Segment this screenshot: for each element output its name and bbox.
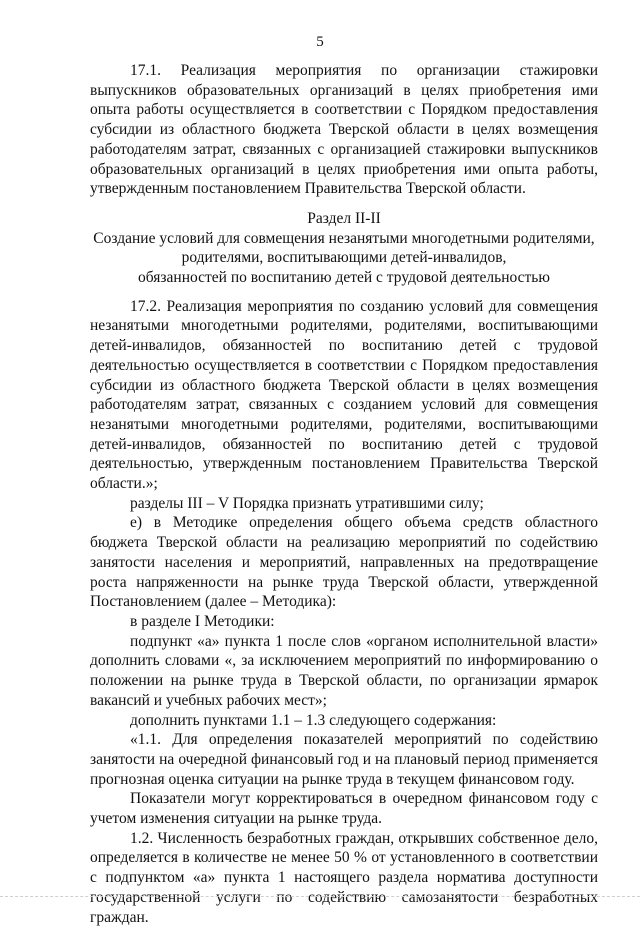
paragraph-1-2: 1.2. Численность безработных граждан, открывших собственное дело, определяется в количестве не менее 50 % от установленного в соответствии с подпунктом «а» пункта 1 настоящего раздела норматива доступности государственной услуги по содействию самозанятости безработных граждан. — [90, 829, 598, 926]
spacer — [90, 199, 598, 209]
paragraph-1-1: «1.1. Для определения показателей мероприятий по содействию занятости на очередной финансовый год и на плановый период применяется прогнозная оценка ситуации на рынке труда в текущем финансовом году. — [90, 731, 598, 788]
paragraph-17-1: 17.1. Реализация мероприятия по организации стажировки выпускников образовательных организаций в целях приобретения ими опыта работы осуществляется в соответствии с Порядком предоставления субсидии из областного бюджета Тверской области в целях возмещения работодателям затрат, связанных с организацией стажировки выпускников образовательных организаций в целях приобретения ими опыта работы, утвержденным постановлением Правительства Тверской области. — [90, 62, 598, 198]
section-title: Раздел II-II — [307, 209, 381, 227]
spacer — [90, 288, 598, 297]
page-number: 5 — [316, 34, 324, 50]
section-subtitle-line-3: обязанностей по воспитанию детей с трудовой деятельностью — [138, 269, 550, 287]
document-body — [90, 61, 598, 927]
section-subtitle-line-2: родителями, воспитывающими детей-инвалидов, — [181, 249, 507, 267]
paragraph-sections-repeal: разделы III – V Порядка признать утратившими силу; — [130, 494, 484, 512]
paragraph-methodology-section-1: в разделе I Методики: — [130, 612, 275, 630]
paragraph-add-points: дополнить пунктами 1.1 – 1.3 следующего содержания: — [130, 711, 497, 729]
section-subtitle-line-1: Создание условий для совмещения незанятыми многодетными родителями, — [93, 229, 595, 247]
paragraph-indicators: Показатели могут корректироваться в очередном финансовом году с учетом изменения ситуации на рынке труда. — [90, 790, 598, 828]
paragraph-subpoint-a: подпункт «а» пункта 1 после слов «органом исполнительной власти» дополнить словами «, за исключением мероприятий по информированию о положении на рынке труда в Тверской области, по организации ярмарок вакансий и учебных рабочих мест»; — [90, 632, 598, 709]
paragraph-methodology-e: е) в Методике определения общего объема средств областного бюджета Тверской области на реализацию мероприятий по содействию занятости населения и мероприятий, направленных на предотвращение роста напряженности на рынке труда Тверской области, утвержденной Постановлением (далее – Методика): — [90, 514, 598, 611]
paragraph-17-2: 17.2. Реализация мероприятия по созданию условий для совмещения незанятыми многодетными родителями, родителями, воспитывающими детей-инвалидов, обязанностей по воспитанию детей с трудовой деятельностью осуществляется в соответствии с Порядком предоставления субсидии из областного бюджета Тверской области в целях возмещения работодателям затрат, связанных с созданием условий для совмещения незанятыми многодетными родителями, родителями, воспитывающими детей-инвалидов, обязанностей по воспитанию детей с трудовой деятельностью, утвержденным постановлением Правительства Тверской области.»; — [90, 297, 598, 493]
page-bottom-edge — [0, 896, 640, 898]
